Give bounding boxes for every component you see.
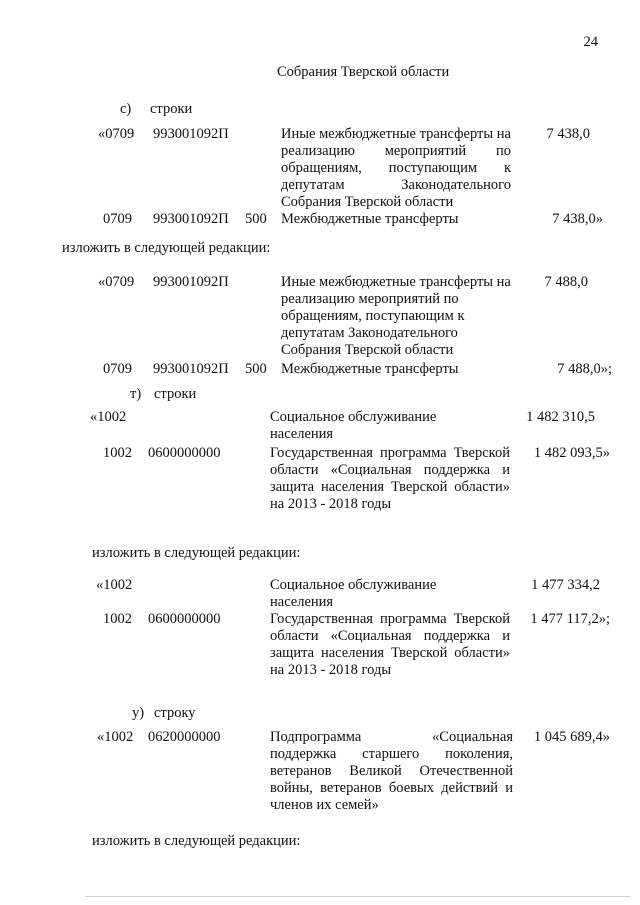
row-name: Государственная программа Тверской области «Социальная поддержка и защита населения Тверской области» на 2013 - 2018 годы xyxy=(270,611,510,678)
row-sum: 1 477 334,2 xyxy=(531,577,600,593)
row-name: Иные межбюджетные трансферты на реализацию мероприятий по обращениям, поступающим к депутатам Законодательного Собрания Тверской области xyxy=(281,126,511,210)
row-section-code: 0709 xyxy=(103,211,132,227)
row-name: Иные межбюджетные трансферты на реализацию мероприятий по обращениям, поступающим к депутатам Законодательного Собрания Тверской области xyxy=(281,274,511,358)
section-word-u: строку xyxy=(154,705,196,721)
row-name: Социальное обслуживание населения xyxy=(270,577,437,610)
row-name: Государственная программа Тверской области «Социальная поддержка и защита населения Тверской области» на 2013 - 2018 годы xyxy=(270,445,510,512)
row-section-code: «1002 xyxy=(97,729,134,745)
section-letter-s: с) xyxy=(120,101,132,117)
row-section-code: «0709 xyxy=(98,274,135,290)
row-section-code: 1002 xyxy=(103,611,132,627)
section-word-s: строки xyxy=(150,101,193,117)
row-sum: 7 488,0 xyxy=(544,274,588,290)
row-section-code: «1002 xyxy=(96,577,133,593)
izlozhit-text: изложить в следующей редакции: xyxy=(62,240,271,256)
row-target-code: 993001092П xyxy=(153,126,229,142)
row-sum: 1 482 310,5 xyxy=(526,409,595,425)
row-target-code: 993001092П xyxy=(153,274,229,290)
row-section-code: 1002 xyxy=(103,445,132,461)
row-target-code: 993001092П xyxy=(153,361,229,377)
row-expense-type: 500 xyxy=(245,361,267,377)
row-sum: 1 045 689,4» xyxy=(533,729,610,745)
row-target-code: 993001092П xyxy=(153,211,229,227)
row-expense-type: 500 xyxy=(245,211,267,227)
page-number: 24 xyxy=(583,34,598,50)
row-target-code: 0620000000 xyxy=(148,729,221,745)
izlozhit-text: изложить в следующей редакции: xyxy=(92,545,301,561)
row-section-code: «1002 xyxy=(90,409,127,425)
izlozhit-text: изложить в следующей редакции: xyxy=(92,833,301,849)
row-section-code: «0709 xyxy=(98,126,135,142)
section-letter-t: т) xyxy=(130,386,142,402)
row-name: Межбюджетные трансферты xyxy=(281,211,459,227)
row-name: Социальное обслуживание населения xyxy=(270,409,437,442)
section-letter-u: у) xyxy=(132,705,145,721)
row-sum: 7 488,0»; xyxy=(557,361,612,377)
row-sum: 7 438,0» xyxy=(552,211,603,227)
row-target-code: 0600000000 xyxy=(148,611,221,627)
row-section-code: 0709 xyxy=(103,361,132,377)
row-name: Подпрограмма «Социальная поддержка старшего поколения, ветеранов Великой Отечественной войны, ветеранов боевых действий и членов их семей» xyxy=(270,729,513,813)
section-word-t: строки xyxy=(154,386,197,402)
page-bottom-rule xyxy=(85,896,630,897)
row-sum: 1 477 117,2»; xyxy=(530,611,610,627)
row-name: Межбюджетные трансферты xyxy=(281,361,459,377)
row-target-code: 0600000000 xyxy=(148,445,221,461)
row-sum: 7 438,0 xyxy=(546,126,590,142)
page-title: Собрания Тверской области xyxy=(277,64,450,80)
row-sum: 1 482 093,5» xyxy=(533,445,610,461)
